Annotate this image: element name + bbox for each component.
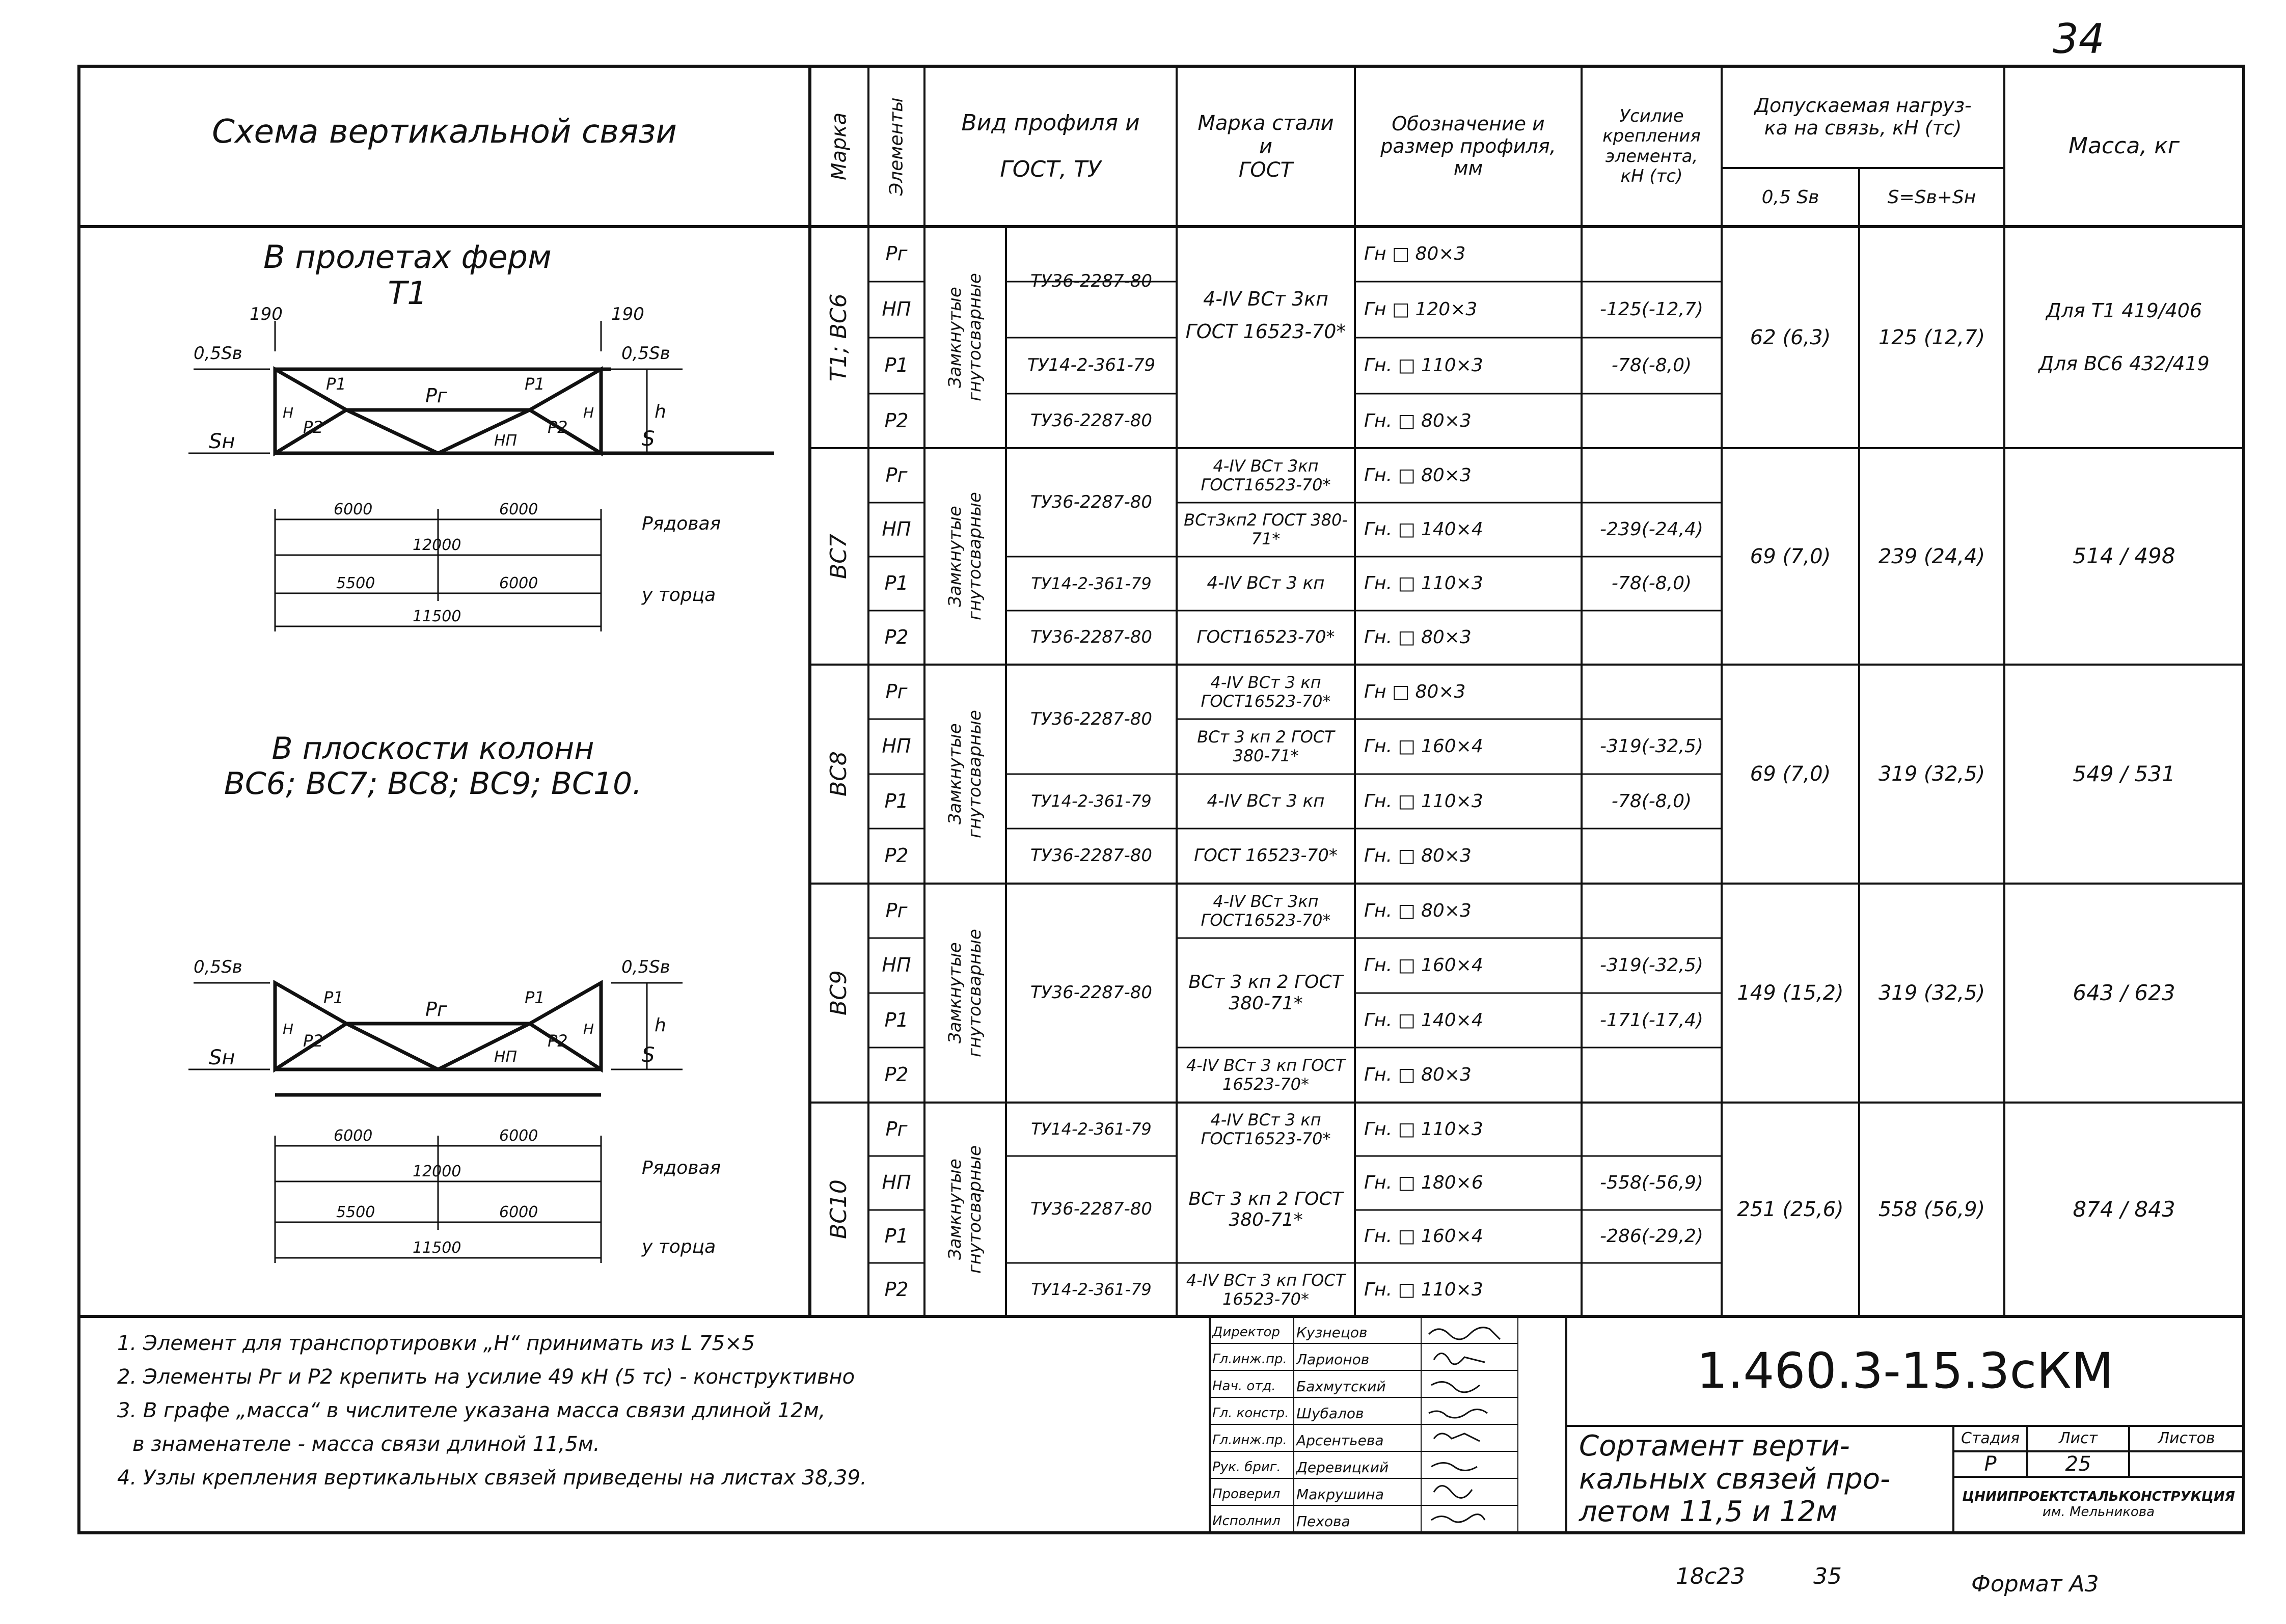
note-3: 3. В графе „масса“ в числителе указана масса связи длиной 12м, [117,1399,826,1422]
stamp-name-5: Арсентьева [1296,1432,1384,1449]
load-half-g3: 69 (7,0) [1750,762,1831,786]
mass-g3: 549 / 531 [2073,761,2175,786]
tu-g3-r4: ТУ36-2287-80 [1030,845,1153,866]
diagram1-dim-5500: 5500 [336,574,375,592]
note-1: 1. Элемент для транспортировки „Н“ принимать из L 75×5 [117,1332,755,1355]
stamp-role-7: Проверил [1212,1487,1281,1502]
load-full-g3: 319 (32,5) [1878,762,1985,786]
note-4: 4. Узлы крепления вертикальных связей приведены на листах 38,39. [117,1466,867,1490]
col-profile-line2: ГОСТ, ТУ [1000,156,1101,182]
profile-type-g4: Замкнутые гнутосварные [944,929,985,1057]
col-steel-line3: ГОСТ [1238,158,1293,182]
element-g1-r4: Р2 [884,409,909,432]
load-full-g5: 558 (56,9) [1878,1198,1985,1221]
steel-g1 [1177,265,1355,367]
stamp-name-3: Бахмутский [1296,1378,1386,1395]
force-g2-r3: -78(-8,0) [1611,573,1692,594]
tu-g3-r1: ТУ36-2287-80 [1030,708,1153,729]
steel-g3-r4: ГОСТ 16523-70* [1194,845,1338,866]
col-elements-header: Элементы [886,97,907,196]
steel-g4-r2: ВСт 3 кп 2 ГОСТ 380-71* [1188,972,1343,1014]
steel-g5-r4: 4-IV ВСт 3 кп ГОСТ 16523-70* [1186,1270,1346,1309]
diagram2-row-label: Рядовая [642,1158,721,1178]
diagram2-dim-6000c: 6000 [499,1203,538,1221]
diagram1-title-line2: Т1 [388,274,427,312]
stamp-names [1296,1319,1421,1535]
element-g2-r4: Р2 [884,626,909,649]
doc-code: 1.460.3-15.3cКМ [1696,1342,2114,1400]
tu-g4: ТУ36-2287-80 [1030,982,1153,1003]
tu-g5-r2: ТУ36-2287-80 [1030,1199,1153,1220]
designation-g4-r3: Гн. □ 140×4 [1364,1009,1483,1031]
force-g1-r3: -78(-8,0) [1611,355,1692,376]
designation-g5-r4: Гн. □ 110×3 [1364,1279,1483,1300]
force-g1-r2: -125(-12,7) [1600,299,1703,320]
stage-value: Р [1984,1452,1997,1476]
diagram2-dim-5500: 5500 [336,1203,375,1221]
mass-g2: 514 / 498 [2073,543,2175,569]
element-g1-r3: Р1 [884,354,909,377]
col-profile-header [924,66,1177,227]
col-load-sub1: 0,5 Sв [1761,186,1819,208]
stamp-role-2: Гл.инж.пр. [1212,1352,1287,1367]
diagram2-end-label: у торца [642,1236,716,1257]
element-g3-r4: Р2 [884,844,909,867]
diagram2-label-p2-left: Р2 [303,1031,323,1051]
diagram1-label-H-left: Н [283,404,294,421]
doc-title: Сортамент верти-кальных связей про-летом 11,5 и 12м [1579,1429,1891,1529]
steel-g3-r1: 4-IV ВСт 3 кп ГОСТ16523-70* [1201,672,1331,711]
stamp-name-6: Деревицкий [1296,1459,1389,1476]
steel-g5-r1: 4-IV ВСт 3 кп ГОСТ16523-70* [1201,1110,1331,1148]
diagram2-truss [173,937,784,1293]
mass-g5: 874 / 843 [2073,1196,2175,1222]
col-steel-line2: и [1259,134,1272,158]
element-g3-r1: Рг [885,680,908,703]
diagram2-label-s-right: S [642,1043,655,1067]
sheet-label: Лист [2058,1429,2098,1447]
marka-g5: ВС10 [826,1179,852,1240]
page-number: 34 [2053,15,2105,63]
tu-g1-r1: ТУ36-2287-80 [1030,270,1153,291]
element-g2-r2: НП [882,518,911,541]
diagram1-title-line1: В пролетах ферм [263,238,552,276]
col-designation-header [1355,66,1582,227]
diagram2-label-h: h [655,1015,666,1036]
stamp-role-1: Директор [1212,1325,1280,1340]
load-half-g2: 69 (7,0) [1750,544,1831,568]
stamp-role-8: Исполнил [1212,1513,1281,1529]
diagram1-label-p2-right: Р2 [548,418,568,437]
element-g2-r1: Рг [885,463,908,486]
diagram1-label-190r: 190 [611,304,644,324]
diagram1-label-force-l: 0,5Sв [194,343,242,364]
tu-g2-r3: ТУ14-2-361-79 [1031,573,1152,593]
force-g4-r3: -171(-17,4) [1600,1009,1703,1031]
designation-g4-r1: Гн. □ 80×3 [1364,900,1472,921]
force-g3-r3: -78(-8,0) [1611,790,1692,812]
diagram1-label-s-left: Sн [209,430,235,453]
force-g5-r3: -286(-29,2) [1600,1226,1703,1247]
marka-g3: ВС8 [826,751,852,797]
diagram2-title-line2: ВС6; ВС7; ВС8; ВС9; ВС10. [224,766,642,802]
element-g4-r4: Р2 [884,1063,909,1086]
element-g3-r2: НП [882,735,911,758]
stamp-role-4: Гл. констр. [1212,1406,1289,1421]
stamp-roles [1212,1319,1294,1535]
element-g5-r4: Р2 [884,1278,909,1301]
col-force-header [1582,66,1722,227]
diagram2-label-force-r: 0,5Sв [621,957,670,977]
stamp-name-4: Шубалов [1296,1405,1364,1422]
diagram2-label-p1-right: Р1 [525,988,545,1007]
diagram1-dim-6000a: 6000 [334,501,373,518]
tu-g1-r3: ТУ14-2-361-79 [1027,355,1156,376]
stamp-name-8: Пехова [1296,1513,1350,1530]
diagram2-title-line1: В плоскости колонн [271,731,594,766]
signatures [1424,1319,1515,1533]
profile-type-g5: Замкнутые гнутосварные [944,1145,985,1274]
element-g5-r1: Рг [885,1117,908,1140]
diagram1-label-force-r: 0,5Sв [621,343,670,364]
steel-g1-line1: 4-IV ВСт 3кп [1203,288,1328,311]
tu-g2-r4: ТУ36-2287-80 [1030,627,1153,648]
col-force-line4: кН (тс) [1620,166,1683,186]
diagram1-label-p2-left: Р2 [303,418,323,437]
tu-g1-r4: ТУ36-2287-80 [1030,410,1153,431]
designation-g4-r4: Гн. □ 80×3 [1364,1064,1472,1086]
diagram2-label-H-right: Н [583,1021,594,1037]
diagram1-dim-11500: 11500 [413,608,461,625]
col-profile-line1: Вид профиля и [961,109,1140,136]
tu-g2-r1: ТУ36-2287-80 [1030,491,1153,512]
stamp-name-7: Макрушина [1296,1486,1384,1503]
marka-g4: ВС9 [826,970,852,1016]
bottom-left-mark: 18c23 [1676,1563,1746,1589]
diagram1-label-np: НП [494,432,518,450]
designation-g2-r3: Гн. □ 110×3 [1364,573,1483,594]
designation-g1-r2: Гн □ 120×3 [1364,299,1478,320]
diagram1-truss [173,295,784,652]
stamp-name-1: Кузнецов [1296,1324,1368,1341]
element-g2-r3: Р1 [884,572,909,595]
diagram2-label-p1-left: Р1 [323,988,344,1007]
col-load-line2: ка на связь, кН (тс) [1764,117,1962,139]
col-steel-line1: Марка стали [1198,111,1334,135]
profile-type-g3: Замкнутые гнутосварные [944,710,985,838]
diagram1-dim-6000c: 6000 [499,574,538,592]
element-g5-r2: НП [882,1171,911,1194]
diagram2-label-force-l: 0,5Sв [194,957,242,977]
stage-label: Стадия [1961,1429,2020,1447]
designation-g5-r2: Гн. □ 180×6 [1364,1172,1483,1194]
sheet-value: 25 [2065,1452,2091,1476]
diagram2-title [127,723,739,810]
element-g4-r3: Р1 [884,1008,909,1031]
col-force-line1: Усилие [1619,106,1684,127]
col-force-line3: элемента, [1605,146,1698,167]
element-g1-r2: НП [882,298,911,321]
col-designation-line2: размер профиля, [1380,134,1556,157]
designation-g3-r2: Гн. □ 160×4 [1364,736,1483,757]
steel-g4-r4: 4-IV ВСт 3 кп ГОСТ 16523-70* [1186,1056,1346,1094]
diagram1-dim-12000: 12000 [413,536,461,554]
col-steel-header [1177,66,1355,227]
diagram2-label-H-left: Н [283,1021,294,1037]
designation-g5-r1: Гн. □ 110×3 [1364,1118,1483,1140]
diagram2-label-p2-right: Р2 [548,1031,568,1051]
diagram2-label-s-left: Sн [209,1046,235,1069]
marka-g1: Т1; ВС6 [826,293,852,381]
mass-g1-line2: Для ВС6 432/419 [2038,352,2210,375]
col-mass-header: Масса, кг [2069,133,2180,159]
steel-g4-r1: 4-IV ВСт 3кп ГОСТ16523-70* [1201,891,1331,930]
tu-g5-r1: ТУ14-2-361-79 [1031,1119,1152,1139]
profile-type-g1: Замкнутые гнутосварные [944,273,985,402]
col-load-line1: Допускаемая нагруз- [1754,94,1972,117]
profile-type-g2: Замкнутые гнутосварные [944,492,985,621]
tu-g5-r4: ТУ14-2-361-79 [1031,1280,1152,1300]
designation-g2-r1: Гн. □ 80×3 [1364,464,1472,486]
designation-g1-r3: Гн. □ 110×3 [1364,355,1483,376]
org-name [1953,1477,2244,1533]
diagram2-label-np: НП [494,1048,518,1066]
note-2: 2. Элементы Рг и Р2 крепить на усилие 49 кН (5 тс) - конструктивно [117,1365,855,1389]
designation-g1-r4: Гн. □ 80×3 [1364,410,1472,431]
steel-g2-r3: 4-IV ВСт 3 кп [1207,573,1325,594]
diagram1-label-190l: 190 [250,304,283,324]
scheme-title: Схема вертикальной связи [212,113,677,151]
diagram1-row-label: Рядовая [642,513,721,534]
diagram2-dim-6000b: 6000 [499,1127,538,1145]
diagram1-label-pr: Рг [425,384,447,407]
steel-g1-line2: ГОСТ 16523-70* [1185,320,1346,343]
designation-g3-r1: Гн □ 80×3 [1364,681,1466,702]
sheets-label: Листов [2158,1429,2215,1447]
tu-g3-r3: ТУ14-2-361-79 [1031,791,1152,811]
col-force-line2: крепления [1602,126,1701,147]
mass-g4: 643 / 623 [2073,980,2175,1005]
designation-g2-r2: Гн. □ 140×4 [1364,519,1483,540]
element-g4-r1: Рг [885,899,908,922]
format-label: Формат А3 [1971,1571,2099,1597]
load-full-g4: 319 (32,5) [1878,981,1985,1005]
element-g1-r1: Рг [885,242,908,265]
stamp-role-6: Рук. бриг. [1212,1460,1281,1475]
diagram1-label-h: h [655,401,666,422]
stamp-role-5: Гл.инж.пр. [1212,1433,1287,1448]
designation-g1-r1: Гн □ 80×3 [1364,243,1466,265]
designation-g5-r3: Гн. □ 160×4 [1364,1226,1483,1247]
load-full-g2: 239 (24,4) [1878,544,1985,568]
diagram2-label-pr: Рг [425,998,447,1021]
org-line1: ЦНИИПРОЕКТСТАЛЬКОНСТРУКЦИЯ [1962,1489,2235,1505]
force-g2-r2: -239(-24,4) [1600,519,1703,540]
diagram2-dim-6000a: 6000 [334,1127,373,1145]
element-g4-r2: НП [882,954,911,977]
designation-g3-r3: Гн. □ 110×3 [1364,790,1483,812]
steel-g2-r2: ВСт3кп2 ГОСТ 380-71* [1184,510,1348,548]
mass-g1-line1: Для Т1 419/406 [2046,299,2202,322]
steel-g3-r2: ВСт 3 кп 2 ГОСТ 380-71* [1197,727,1335,765]
designation-g4-r2: Гн. □ 160×4 [1364,955,1483,976]
force-g3-r2: -319(-32,5) [1600,736,1703,757]
diagram1-label-p1-left: Р1 [326,374,346,394]
load-half-g1: 62 (6,3) [1750,325,1831,349]
steel-g3-r3: 4-IV ВСт 3 кп [1207,790,1325,811]
mass-g1 [2004,227,2244,448]
force-g4-r2: -319(-32,5) [1600,955,1703,976]
steel-g5-r2: ВСт 3 кп 2 ГОСТ 380-71* [1188,1188,1343,1230]
designation-g2-r4: Гн. □ 80×3 [1364,627,1472,648]
diagram1-end-label: у торца [642,585,716,605]
note-3-cont: в знаменателе - масса связи длиной 11,5м. [132,1433,600,1456]
col-load-header [1722,66,2004,168]
diagram2-dim-11500: 11500 [413,1239,461,1257]
load-full-g1: 125 (12,7) [1878,325,1985,349]
stamp-role-3: Нач. отд. [1212,1379,1276,1394]
col-designation-line3: мм [1453,157,1483,180]
stamp-name-2: Ларионов [1296,1351,1370,1368]
diagram1-dim-6000b: 6000 [499,501,538,518]
col-designation-line1: Обозначение и [1392,112,1545,135]
col-marka-header: Марка [827,112,851,181]
steel-g2-r1: 4-IV ВСт 3кп ГОСТ16523-70* [1201,456,1331,494]
notes [117,1327,1197,1495]
load-half-g4: 149 (15,2) [1737,981,1844,1005]
load-half-g5: 251 (25,6) [1737,1198,1844,1221]
designation-g3-r4: Гн. □ 80×3 [1364,845,1472,867]
diagram2-dim-12000: 12000 [413,1163,461,1180]
diagram1-label-s-right: S [642,427,655,451]
element-g5-r3: Р1 [884,1225,909,1248]
col-load-sub2: S=Sв+Sн [1887,186,1976,208]
diagram1-label-H-right: Н [583,404,594,421]
org-line2: им. Мельникова [2042,1504,2155,1520]
diagram1-label-p1-right: Р1 [525,374,545,394]
element-g3-r3: Р1 [884,789,909,812]
marka-g2: ВС7 [826,534,852,579]
steel-g2-r4: ГОСТ16523-70* [1196,627,1335,648]
force-g5-r2: -558(-56,9) [1600,1172,1703,1194]
bottom-mid-mark: 35 [1813,1563,1842,1589]
